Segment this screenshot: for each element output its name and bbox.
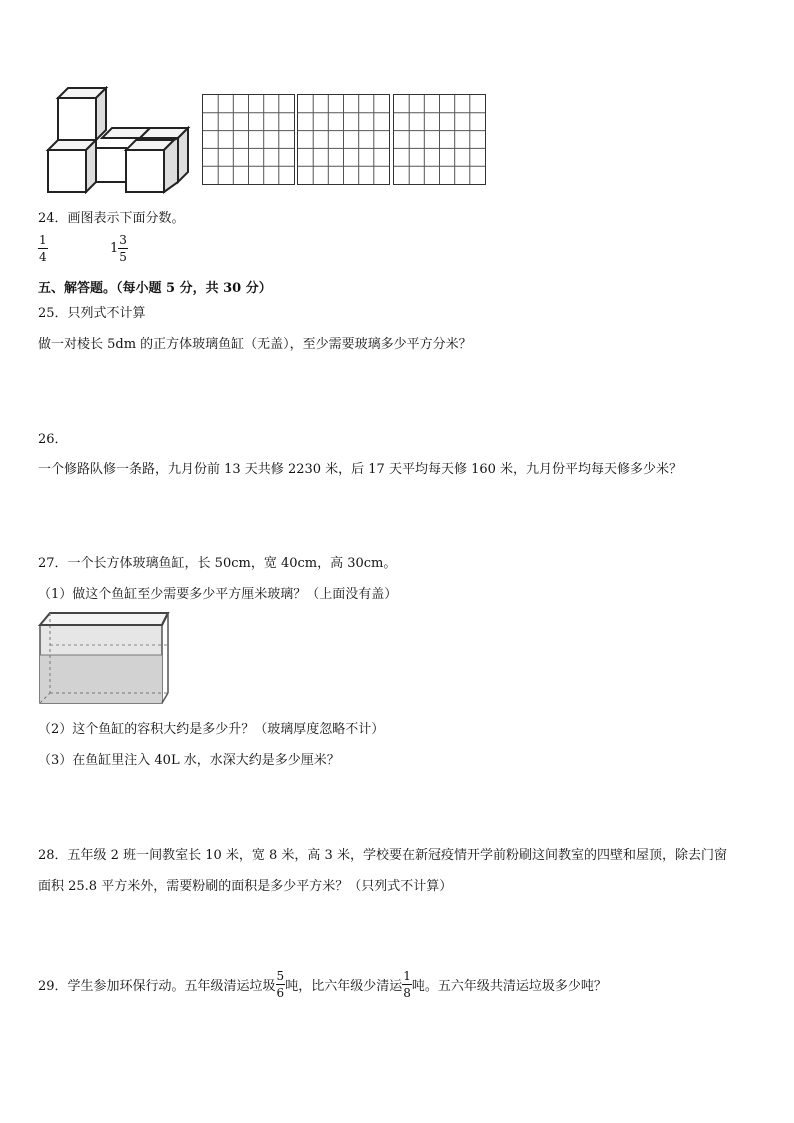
grid-3: [393, 94, 486, 185]
section-5-heading: 五、解答题。（每小题 5 分，共 30 分）: [38, 281, 272, 296]
cube-stack-figure: [44, 86, 194, 194]
frac2-numerator: 3: [119, 233, 127, 247]
fish-tank-figure: [36, 609, 172, 705]
frac2-whole: 1: [110, 241, 119, 256]
q29-frac1-denominator: 6: [276, 986, 285, 1000]
q27-sub1: （1）做这个鱼缸至少需要多少平方厘米玻璃？（上面没有盖）: [38, 587, 398, 602]
q24-text: 24．画图表示下面分数。: [38, 211, 185, 226]
q26-title: 26．: [38, 432, 68, 447]
q24-fraction-1: [38, 234, 48, 263]
q25-text: 做一对棱长 5dm 的正方体玻璃鱼缸（无盖），至少需要玻璃多少平方分米？: [38, 337, 472, 352]
grid-1: [202, 94, 295, 185]
q28-line1: 28．五年级 2 班一间教室长 10 米，宽 8 米，高 3 米，学校要在新冠疫情开学前粉刷这间教室的四壁和屋顶，除去门窗: [38, 848, 727, 863]
frac1-numerator: 1: [39, 233, 47, 247]
q29-frac2-denominator: 8: [403, 986, 411, 1000]
frac1-denominator: 4: [39, 250, 47, 264]
q27-sub3: （3）在鱼缸里注入 40L 水，水深大约是多少厘米？: [38, 753, 340, 768]
q29-frac2-numerator: 1: [403, 969, 411, 983]
q28-line2: 面积 25.8 平方米外，需要粉刷的面积是多少平方米？（只列式不计算）: [38, 879, 453, 894]
q25-title: 25．只列式不计算: [38, 306, 146, 321]
q29-part1: 29．学生参加环保行动。五年级清运垃圾: [38, 979, 276, 994]
q29-part3: 吨。五六年级共清运垃圾多少吨？: [411, 979, 607, 994]
q29-part2: 吨，比六年级少清运: [285, 979, 403, 994]
q27-title: 27．一个长方体玻璃鱼缸，长 50cm，宽 40cm，高 30cm。: [38, 556, 397, 571]
q26-text: 一个修路队修一条路，九月份前 13 天共修 2230 米，后 17 天平均每天修 160 米，九月份平均每天修多少米？: [38, 462, 683, 477]
frac2-denominator: 5: [119, 250, 127, 264]
q24-fraction-2: [110, 234, 128, 263]
q29-frac1-numerator: 5: [276, 969, 285, 983]
q27-sub2: （2）这个鱼缸的容积大约是多少升？（玻璃厚度忽略不计）: [38, 722, 385, 737]
grid-2: [297, 94, 390, 185]
q29-text: [38, 970, 607, 999]
